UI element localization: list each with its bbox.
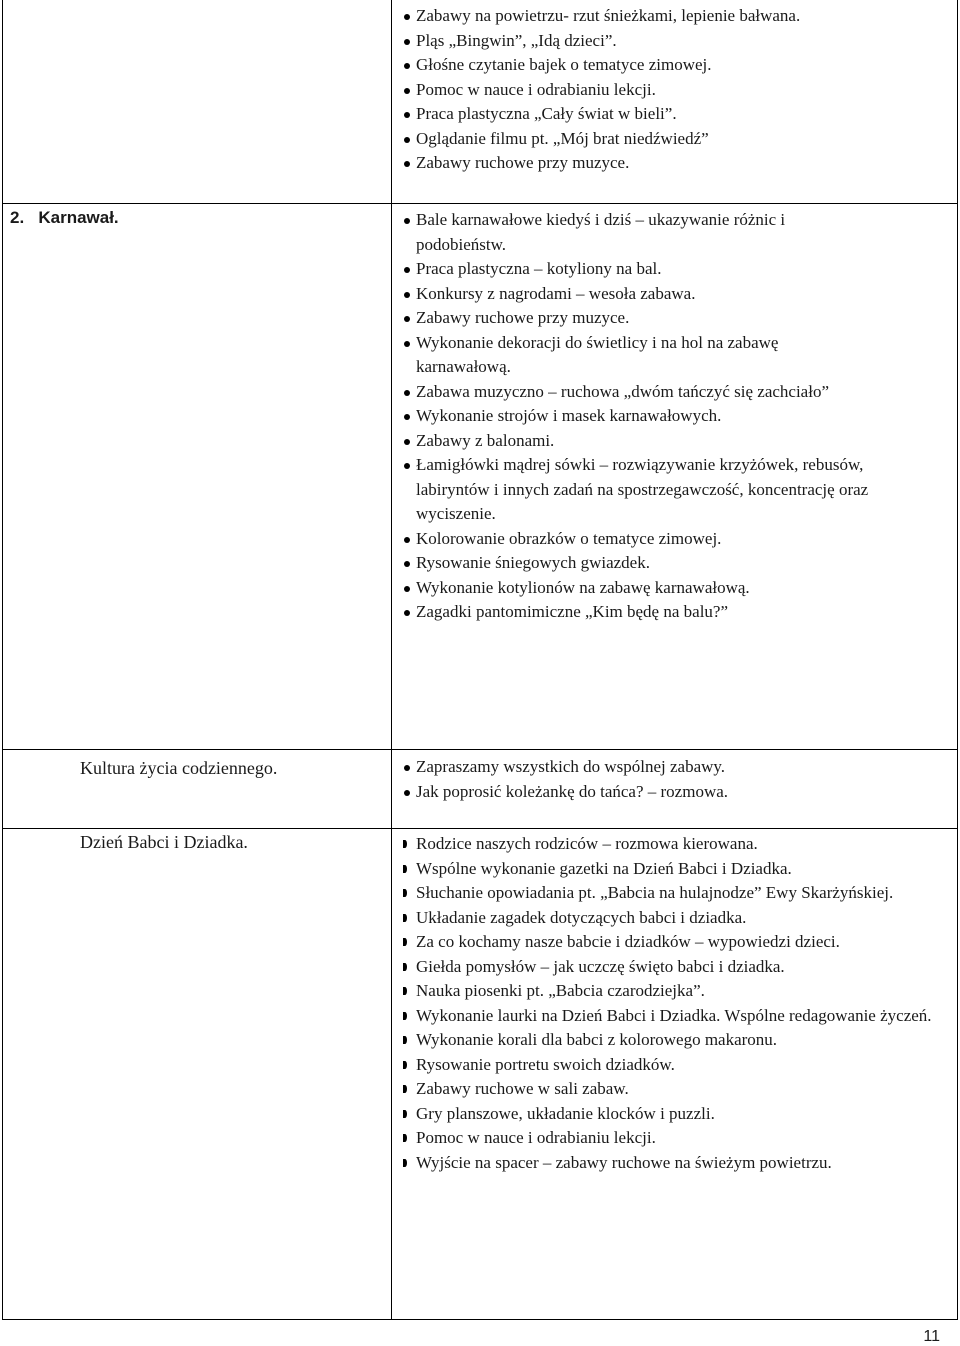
list-item: Układanie zagadek dotyczących babci i dziadka. (402, 906, 932, 931)
bullet-icon (404, 439, 410, 445)
list-item: Głośne czytanie bajek o tematyce zimowej. (404, 53, 944, 78)
bullet-icon (403, 938, 407, 946)
section4-list (402, 832, 932, 1175)
bullet-icon (404, 610, 410, 616)
list-item: Giełda pomysłów – jak uczczę święto babci i dziadka. (402, 955, 932, 980)
table-right-border (957, 0, 958, 1320)
bullet-icon (403, 1134, 407, 1142)
bullet-icon (403, 1012, 407, 1020)
list-item: Zabawy z balonami. (404, 429, 874, 454)
list-item: Praca plastyczna „Cały świat w bieli”. (404, 102, 944, 127)
list-item: Wykonanie strojów i masek karnawałowych. (404, 404, 874, 429)
bullet-icon (404, 88, 410, 94)
bullet-icon (403, 1036, 407, 1044)
bullet-icon (404, 561, 410, 567)
list-item: Zabawy na powietrzu- rzut śnieżkami, lepienie bałwana. (404, 4, 944, 29)
list-item: Łamigłówki mądrej sówki – rozwiązywanie krzyżówek, rebusów, labiryntów i innych zadań na spostrzegawczość, koncentrację oraz wyciszenie. (404, 453, 874, 527)
bullet-icon (404, 63, 410, 69)
bullet-icon (404, 218, 410, 224)
section1-list (404, 4, 944, 176)
section2-label: 2. Karnawał. (10, 208, 119, 227)
list-item: Oglądanie filmu pt. „Mój brat niedźwiedź” (404, 127, 944, 152)
list-item: Wykonanie kotylionów na zabawę karnawałową. (404, 576, 874, 601)
bullet-icon (404, 137, 410, 143)
bullet-icon (403, 1159, 407, 1167)
bullet-icon (403, 987, 407, 995)
list-item: Zabawy ruchowe przy muzyce. (404, 306, 874, 331)
bullet-icon (403, 1085, 407, 1093)
list-item: Rodzice naszych rodziców – rozmowa kierowana. (402, 832, 932, 857)
bullet-icon (403, 963, 407, 971)
list-item: Bale karnawałowe kiedyś i dziś – ukazywanie różnic i podobieństw. (404, 208, 874, 257)
bullet-icon (404, 292, 410, 298)
list-item: Wspólne wykonanie gazetki na Dzień Babci i Dziadka. (402, 857, 932, 882)
bullet-icon (404, 341, 410, 347)
list-item: Gry planszowe, układanie klocków i puzzli. (402, 1102, 932, 1127)
bullet-icon (404, 790, 410, 796)
section4-label: Dzień Babci i Dziadka. (80, 832, 248, 852)
list-item: Jak poprosić koleżankę do tańca? – rozmowa. (404, 780, 944, 805)
bullet-icon (404, 586, 410, 592)
section3-list (404, 755, 944, 804)
list-item: Rysowanie śniegowych gwiazdek. (404, 551, 874, 576)
list-item: Zabawa muzyczno – ruchowa „dwóm tańczyć się zachciało” (404, 380, 874, 405)
bullet-icon (404, 390, 410, 396)
list-item: Wykonanie dekoracji do świetlicy i na hol na zabawę karnawałową. (404, 331, 874, 380)
bullet-icon (403, 1110, 407, 1118)
bullet-icon (403, 1061, 407, 1069)
table-column-divider (391, 0, 392, 1320)
list-item: Zabawy ruchowe w sali zabaw. (402, 1077, 932, 1102)
bullet-icon (404, 112, 410, 118)
list-item: Za co kochamy nasze babcie i dziadków – wypowiedzi dzieci. (402, 930, 932, 955)
table-row-divider-2 (2, 749, 958, 750)
bullet-icon (404, 463, 410, 469)
bullet-icon (404, 39, 410, 45)
section3-label: Kultura życia codziennego. (80, 758, 278, 778)
list-item: Zapraszamy wszystkich do wspólnej zabawy. (404, 755, 944, 780)
list-item: Wyjście na spacer – zabawy ruchowe na świeżym powietrzu. (402, 1151, 932, 1176)
list-item: Rysowanie portretu swoich dziadków. (402, 1053, 932, 1078)
bullet-icon (404, 316, 410, 322)
list-item: Kolorowanie obrazków o tematyce zimowej. (404, 527, 874, 552)
list-item: Praca plastyczna – kotyliony na bal. (404, 257, 874, 282)
bullet-icon (404, 414, 410, 420)
list-item: Słuchanie opowiadania pt. „Babcia na hulajnodze” Ewy Skarżyńskiej. (402, 881, 932, 906)
list-item: Zagadki pantomimiczne „Kim będę na balu?” (404, 600, 874, 625)
table-left-border (2, 0, 3, 1320)
page-number: 11 (923, 1328, 940, 1345)
list-item: Wykonanie korali dla babci z kolorowego makaronu. (402, 1028, 932, 1053)
list-item: Zabawy ruchowe przy muzyce. (404, 151, 944, 176)
list-item: Konkursy z nagrodami – wesoła zabawa. (404, 282, 874, 307)
bullet-icon (404, 161, 410, 167)
table-row-divider-3 (2, 828, 958, 829)
list-item: Wykonanie laurki na Dzień Babci i Dziadka. Wspólne redagowanie życzeń. (402, 1004, 932, 1029)
bullet-icon (403, 865, 407, 873)
bullet-icon (403, 889, 407, 897)
bullet-icon (403, 840, 407, 848)
list-item: Pomoc w nauce i odrabianiu lekcji. (402, 1126, 932, 1151)
list-item: Nauka piosenki pt. „Babcia czarodziejka”. (402, 979, 932, 1004)
bullet-icon (404, 765, 410, 771)
list-item: Pląs „Bingwin”, „Idą dzieci”. (404, 29, 944, 54)
table-row-divider-1 (2, 203, 958, 204)
section2-list (404, 208, 874, 625)
bullet-icon (403, 914, 407, 922)
bullet-icon (404, 267, 410, 273)
table-bottom-border (2, 1319, 958, 1320)
bullet-icon (404, 537, 410, 543)
bullet-icon (404, 14, 410, 20)
list-item: Pomoc w nauce i odrabianiu lekcji. (404, 78, 944, 103)
